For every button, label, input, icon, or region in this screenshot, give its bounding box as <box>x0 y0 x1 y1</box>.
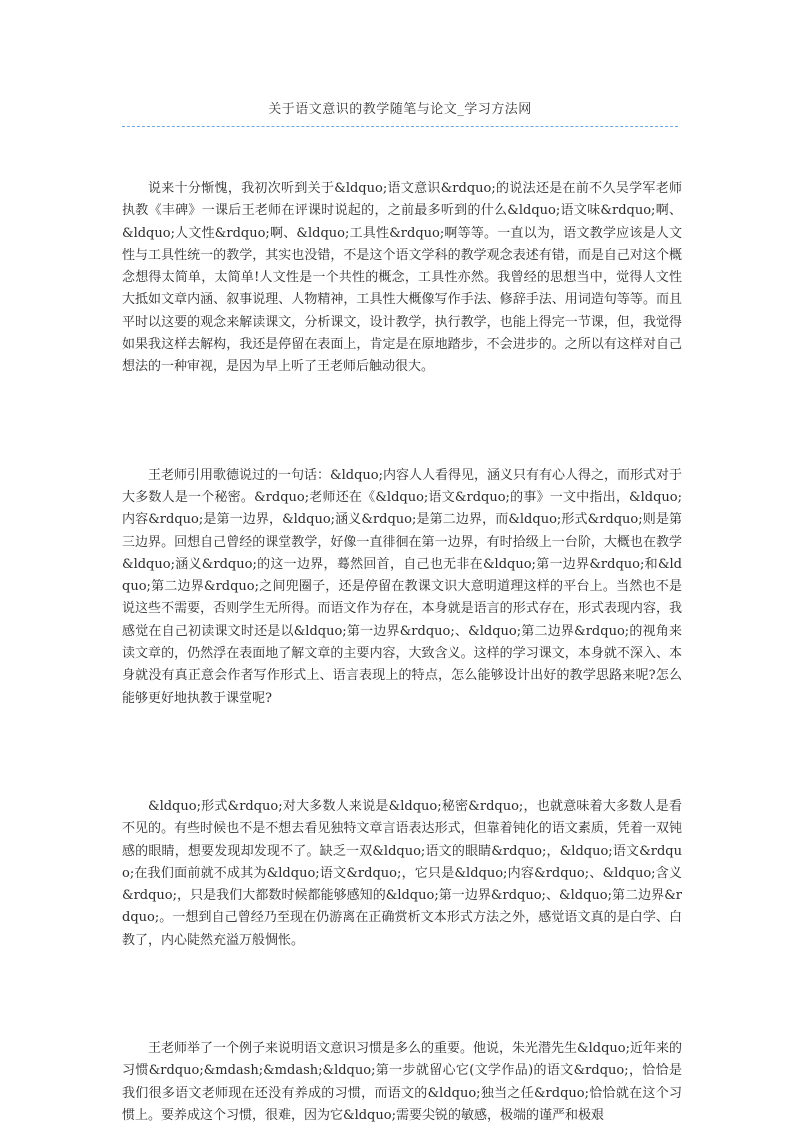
document-title: 关于语文意识的教学随笔与论文_学习方法网 <box>268 102 532 117</box>
title-divider <box>122 126 678 127</box>
paragraph: 王老师引用歌德说过的一句话：&ldquo;内容人人看得见，涵义只有有心人得之，而形式对于大多数人是一个秘密。&rdquo;老师还在《&ldquo;语文&rdquo;的事》一文中指出，&ldquo;内容&rdquo;是第一边界，&ldquo;涵义&rdquo;是第二边界，而&ldquo;形式&rdquo;则是第三边界。回想自己曾经的课堂教学，好像一直徘徊在第一边界，有时拾级上一台阶，大概也在教学&ldquo;涵义&rdquo;的这一边界，蓦然回首，自己也无非在&ldquo;第一边界&rdquo;和&ldquo;第二边界&rdquo;之间兜圈子，还是停留在教课文识大意明道理这样的平台上。当然也不是说这些不需要，否则学生无所得。而语文作为存在，本身就是语言的形式存在，形式表现内容，我感觉在自己初读课文时还是以&ldquo;第一边界&rdquo;、&ldquo;第二边界&rdquo;的视角来读文章的，仍然浮在表面地了解文章的主要内容，大致含义。这样的学习课文，本身就不深入、本身就没有真正意会作者写作形式上、语言表现上的特点，怎么能够设计出好的教学思路来呢?怎么能够更好地执教于课堂呢? <box>122 467 682 706</box>
paragraph: &ldquo;形式&rdquo;对大多数人来说是&ldquo;秘密&rdquo;，也就意味着大多数人是看不见的。有些时候也不是不想去看见独特文章言语表达形式，但靠着钝化的语文素质，凭着一双钝感的眼睛，想要发现却发现不了。缺乏一双&ldquo;语文的眼睛&rdquo;，&ldquo;语文&rdquo;在我们面前就不成其为&ldquo;语文&rdquo;，它只是&ldquo;内容&rdquo;、&ldquo;含义&rdquo;，只是我们大都数时候都能够感知的&ldquo;第一边界&rdquo;、&ldquo;第二边界&rdquo;。一想到自己曾经乃至现在仍游离在正确赏析文本形式方法之外，感觉语文真的是白学、白教了，内心陡然充溢万般惆怅。 <box>122 798 682 948</box>
paragraph: 王老师举了一个例子来说明语文意识习惯是多么的重要。他说，朱光潜先生&ldquo;近年来的习惯&rdquo;&mdash;&mdash;&ldquo;第一步就留心它(文学作品)的语文&rdquo;，恰恰是我们很多语文老师现在还没有养成的习惯，而语文的&ldquo;独当之任&rdquo;恰恰就在这个习惯上。要养成这个习惯，很难，因为它&ldquo;需要尖锐的敏感，极端的谨严和极艰 <box>122 1041 682 1123</box>
paragraph: 说来十分惭愧，我初次听到关于&ldquo;语文意识&rdquo;的说法还是在前不久吴学军老师执教《丰碑》一课后王老师在评课时说起的，之前最多听到的什么&ldquo;语文味&rdquo;啊、&ldquo;人文性&rdquo;啊、&ldquo;工具性&rdquo;啊等等。一直以为，语文教学应该是人文性与工具性统一的教学，其实也没错，不是这个语文学科的教学观念表述有错，而是自己对这个概念想得太简单，太简单!人文性是一个共性的概念，工具性亦然。我曾经的思想当中，觉得人文性大抵如文章内涵、叙事说理、人物精神，工具性大概像写作手法、修辞手法、用词造句等等。而且平时以这要的观念来解读课文，分析课文，设计教学，执行教学，也能上得完一节课，但，我觉得如果我这样去解构，我还是停留在表面上，肯定是在原地踏步，不会进步的。之所以有这样对自己想法的一种审视，是因为早上听了王老师后触动很大。 <box>122 181 682 375</box>
document-body <box>122 178 682 1127</box>
